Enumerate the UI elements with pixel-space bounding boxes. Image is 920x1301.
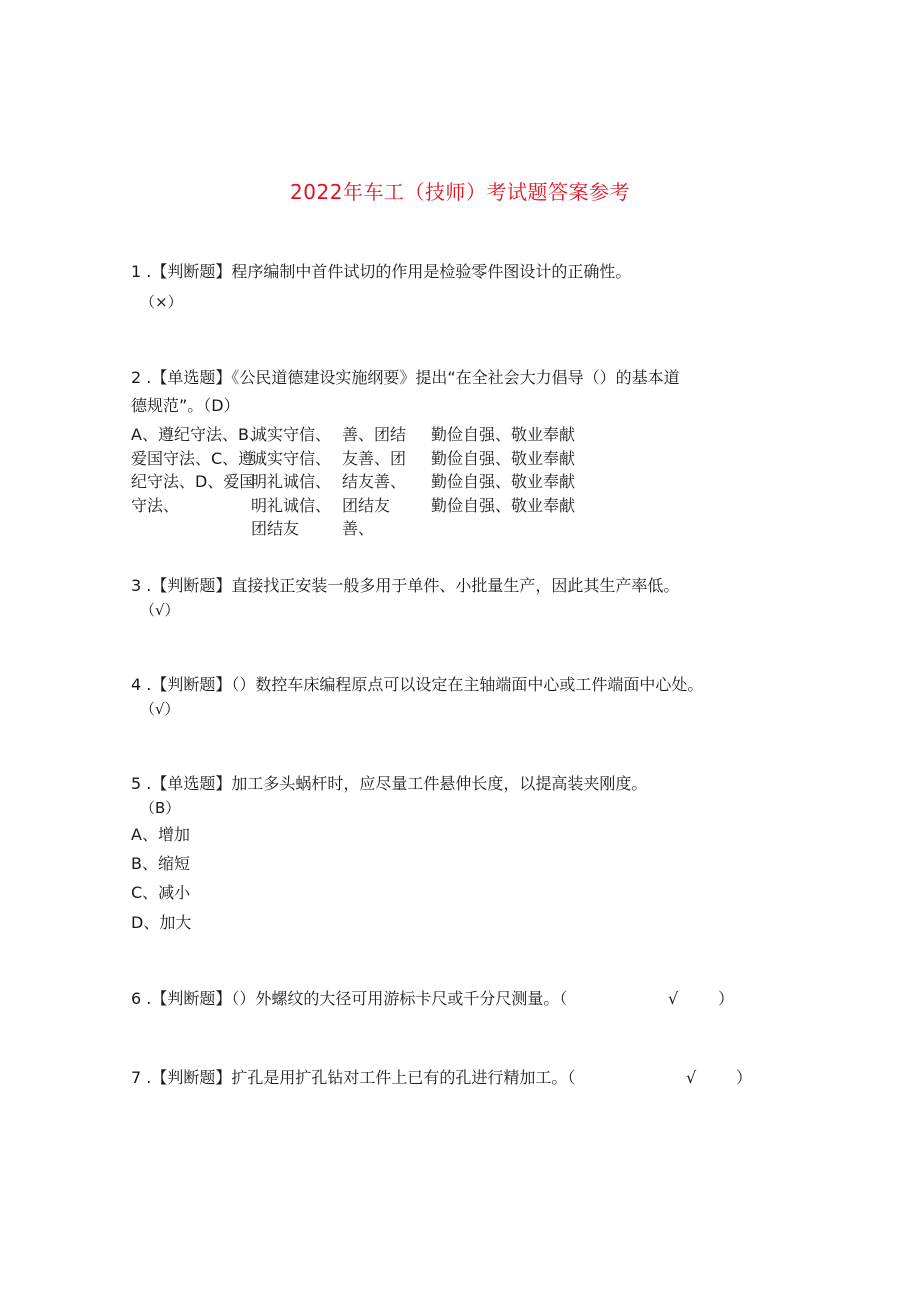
option-fragment: 纪守法、D、爱国 xyxy=(131,472,256,491)
option-fragment: 结友善、 xyxy=(342,472,407,491)
question-6-text: 6 .【判断题】（）外螺纹的大径可用游标卡尺或千分尺测量。（ xyxy=(131,989,568,1008)
option-fragment: 守法、 xyxy=(131,495,180,515)
page-title: 2022年车工（技师）考试题答案参考 xyxy=(290,180,630,204)
question-5-answer: （B） xyxy=(140,799,181,817)
question-3-answer: （√） xyxy=(140,601,180,619)
option-fragment: A、遵纪守法、B、 xyxy=(131,425,265,444)
question-2-options-col-2 xyxy=(251,423,341,541)
option-fragment: 勤俭自强、敬业奉献 xyxy=(431,495,576,515)
question-1-answer: （×） xyxy=(140,293,183,311)
question-7-answer-mark: √ xyxy=(686,1068,697,1087)
option-fragment: 友善、团 xyxy=(342,448,407,468)
question-2-text-line-2: 德规范”。（D） xyxy=(131,396,240,415)
question-6-answer-mark: √ xyxy=(668,989,679,1008)
option-fragment: 勤俭自强、敬业奉献 xyxy=(431,448,576,468)
option-fragment: 明礼诚信、 xyxy=(251,472,332,491)
question-7-text: 7 .【判断题】扩孔是用扩孔钻对工件上已有的孔进行精加工。（ xyxy=(131,1068,576,1087)
option-fragment: 团结友 xyxy=(342,495,391,515)
option-fragment: 善、团结 xyxy=(342,425,407,444)
option-fragment: 勤俭自强、敬业奉献 xyxy=(431,472,576,491)
option-fragment: 勤俭自强、敬业奉献 xyxy=(431,425,576,444)
question-4-text: 4 .【判断题】（）数控车床编程原点可以设定在主轴端面中心或工件端面中心处。 xyxy=(131,675,704,694)
question-1-text: 1 .【判断题】程序编制中首件试切的作用是检验零件图设计的正确性。 xyxy=(131,262,632,281)
question-5-text: 5 .【单选题】加工多头蜗杆时，应尽量工件悬伸长度，以提高装夹刚度。 xyxy=(131,774,648,793)
question-5-option-a: A、增加 xyxy=(131,825,190,844)
option-fragment: 明礼诚信、 xyxy=(251,495,332,515)
option-fragment: 诚实守信、 xyxy=(251,425,332,444)
question-5-option-d: D、加大 xyxy=(131,913,192,932)
question-2-text-line-1: 2 .【单选题】《公民道德建设实施纲要》提出“在全社会大力倡导（）的基本道 xyxy=(131,368,680,387)
option-fragment: 善、 xyxy=(342,519,375,538)
question-6-close-paren: ） xyxy=(718,989,735,1008)
question-5-option-b: B、缩短 xyxy=(131,854,190,873)
question-7-close-paren: ） xyxy=(736,1068,753,1087)
question-2-options-col-1 xyxy=(131,423,265,517)
question-2-options-col-3 xyxy=(342,423,422,541)
question-3-text: 3 .【判断题】直接找正安装一般多用于单件、小批量生产，因此其生产率低。 xyxy=(131,576,680,595)
question-5-option-c: C、减小 xyxy=(131,883,191,902)
option-fragment: 诚实守信、 xyxy=(251,448,332,468)
option-fragment: 团结友 xyxy=(251,519,300,538)
question-4-answer: （√） xyxy=(140,700,180,718)
question-2-options-col-4 xyxy=(431,423,601,517)
option-fragment: 爱国守法、C、遵 xyxy=(131,448,255,468)
